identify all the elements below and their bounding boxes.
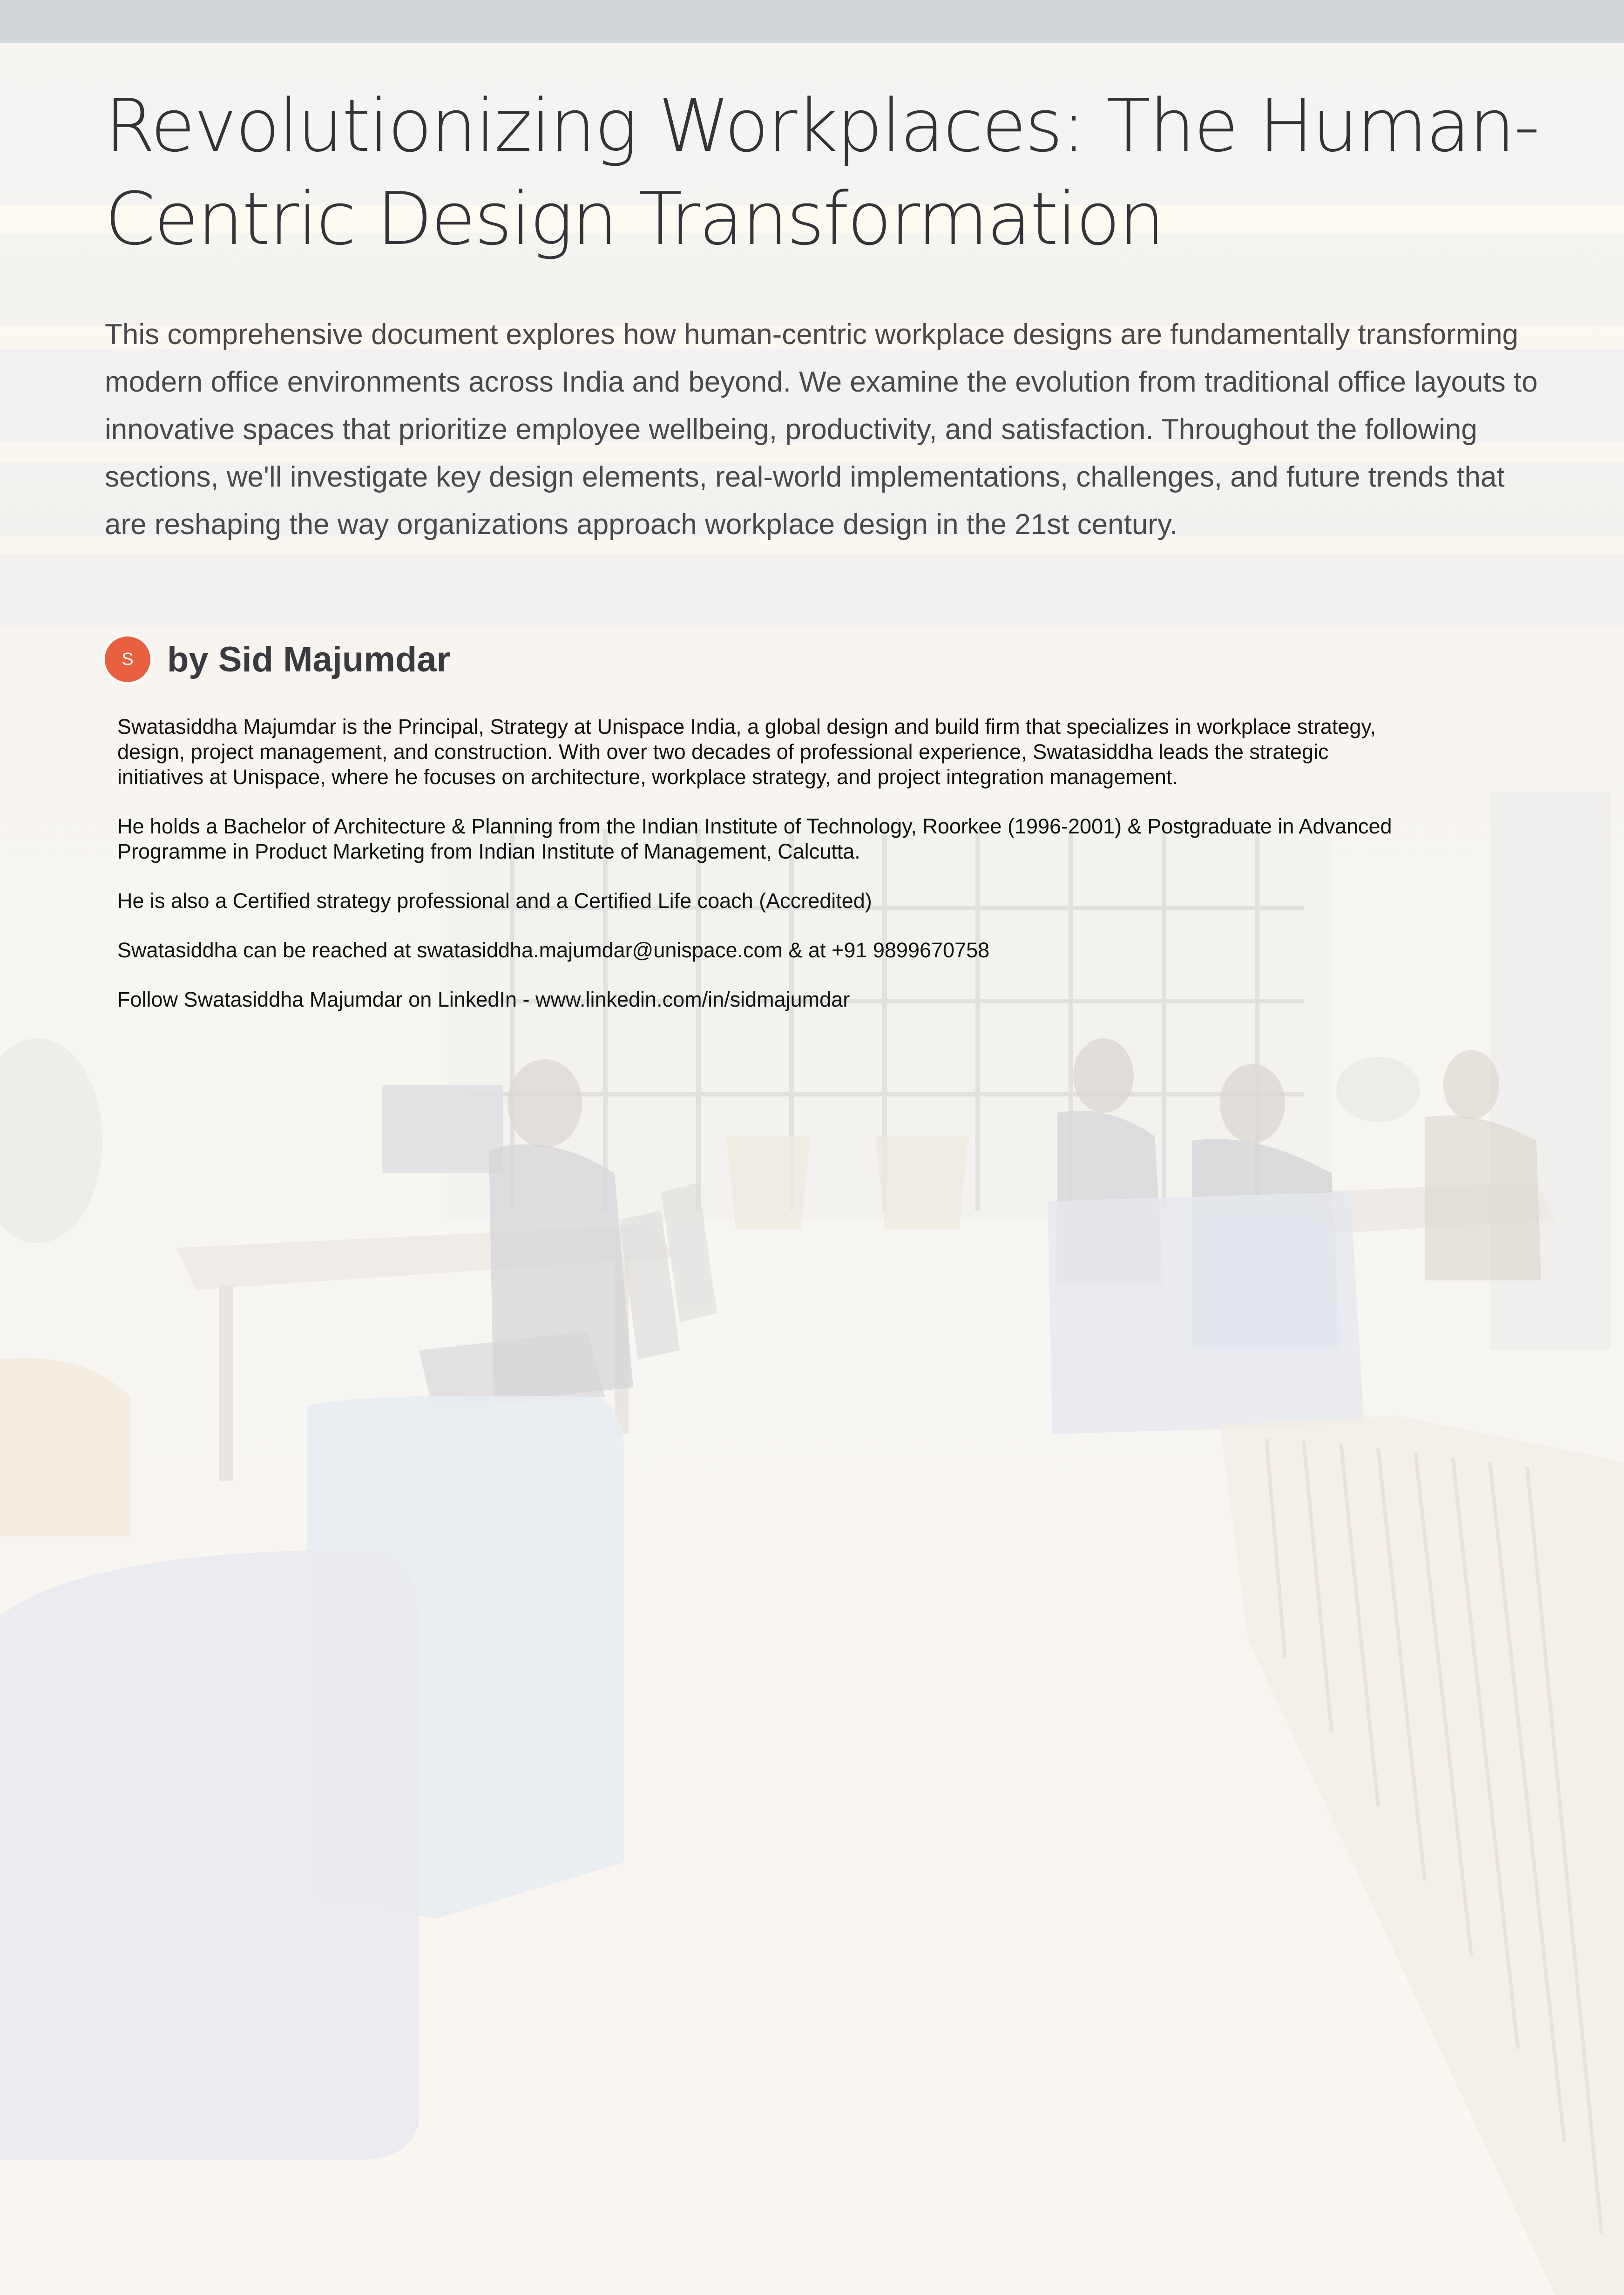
author-avatar [105,636,150,682]
bio-paragraph: Swatasiddha Majumdar is the Principal, Strategy at Unispace India, a global design and build firm that specializes in workplace strategy, design, project management, and construction. With over two decades of professional experience, Swatasiddha leads the strategic initiatives at Unispace, where he focuses on architecture, workplace strategy, and project integration management. [117,715,1376,789]
bio-paragraph: He holds a Bachelor of Architecture & Planning from the Indian Institute of Technology, Roorkee (1996-2001) & Postgraduate in Advanced Programme in Product Marketing from Indian Institute of Management, Calcutta. [117,814,1392,863]
bio-paragraph: Follow Swatasiddha Majumdar on LinkedIn - www.linkedin.com/in/sidmajumdar [117,988,850,1011]
author-line [105,636,450,683]
document-title: Revolutionizing Workplaces: The Human-Centric Design Transformation [105,83,1539,261]
avatar-initial: S [122,649,134,669]
author-byline: by Sid Majumdar [167,639,451,679]
bio-paragraph: Swatasiddha can be reached at swatasiddha.majumdar@unispace.com & at +91 9899670758 [117,938,990,962]
intro-paragraph: This comprehensive document explores how human-centric workplace designs are fundamentally transforming modern office environments across India and beyond. We examine the evolution from traditional office layouts to innovative spaces that prioritize employee wellbeing, productivity, and satisfaction. Throughout the following sections, we'll investigate key design elements, real-world implementations, challenges, and future trends that are reshaping the way organizations approach workplace design in the 21st century. [105,318,1538,541]
bio-paragraph: He is also a Certified strategy professional and a Certified Life coach (Accredited) [117,889,872,913]
top-bar [0,0,1624,43]
author-bio [117,714,1412,1036]
